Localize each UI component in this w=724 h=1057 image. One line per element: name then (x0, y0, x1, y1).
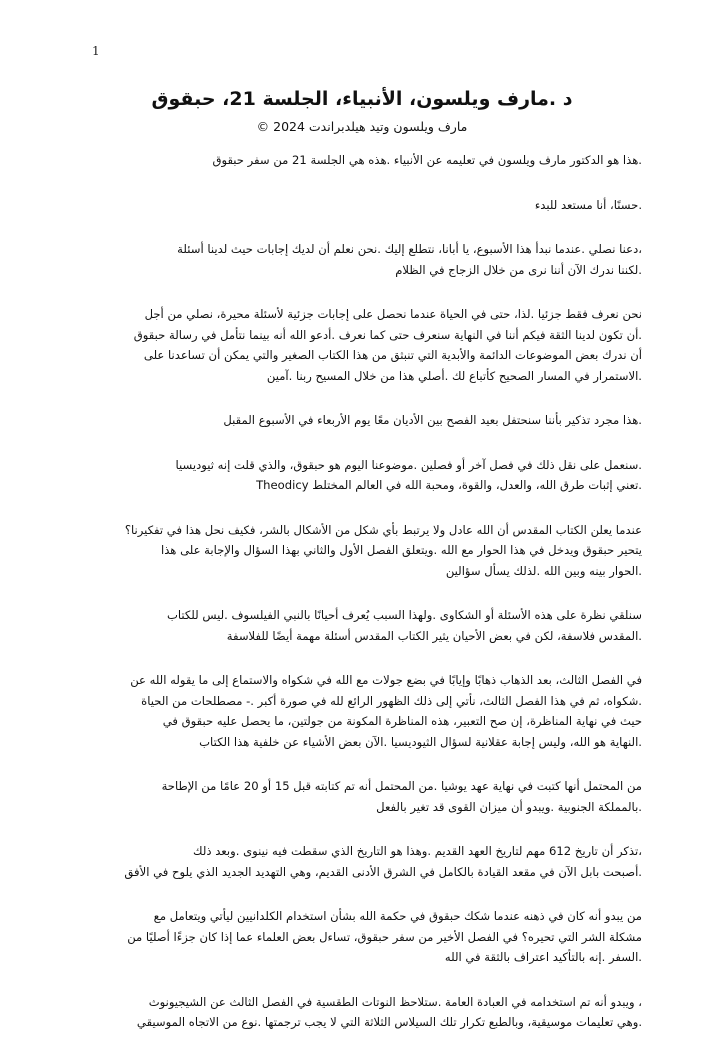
paragraph-ready (92, 195, 642, 216)
text-line: .السفر .إنه بالتأكيد اعتراف بالثقة في الله (444, 950, 642, 964)
page-number: 1 (92, 44, 100, 58)
text-line: .بالمملكة الجنوبية .ويبدو أن ميزان القوى قد تغير بالفعل (376, 799, 642, 814)
text-line: من يبدو أنه كان في ذهنه عندما شكك حبقوق في حكمة الله بشأن استخدام الكلدانيين ليأتي ويتعامل مع (153, 909, 642, 923)
text-line: .وهي تعليمات موسيقية، وبالطبع تكرار تلك السيلاس الثلاثة التي لا يجب ترجمتها .نوع من الاتجاه الموسيقي (136, 1015, 642, 1029)
text-line: مشكلة الشر التي تحيره؟ في الفصل الأخير من سفر حبقوق، تساءل بعض العلماء عما إذا كان جزءًا أصليًا من (127, 929, 642, 944)
text-line: .سنعمل على نقل ذلك في فصل آخر أو فصلين .موضوعنا اليوم هو حبقوق، والذي قلت إنه ثيوديسيا (175, 457, 642, 472)
text-line: .أن تكون لدينا الثقة فيكم أننا في النهاية سنعرف حتى كما نعرف .أدعو الله أنه بينما نتأمل في رسالة حبقوق (133, 327, 642, 342)
paragraph-philosopher (92, 605, 642, 646)
text-line: .هذا هو الدكتور مارف ويلسون في تعليمه عن الأنبياء .هذه هي الجلسة 21 من سفر حبقوق (212, 153, 642, 167)
paragraph-chapter-three (92, 670, 642, 752)
text-line: ،تذكر أن تاريخ 612 مهم لتاريخ العهد القديم .وهذا هو التاريخ الذي سقطت فيه نينوى .وبعد ذلك (193, 844, 642, 858)
text-line: عندما يعلن الكتاب المقدس أن الله عادل ولا يرتبط بأي شكل من الأشكال بالشر، فكيف نحل هذا في تفكيرنا؟ (124, 522, 642, 537)
text-line: أن ندرك بعض الموضوعات الدائمة والأبدية التي تنبثق من هذا الكتاب الصغير والتي يمكن أن تساعدنا على (143, 348, 642, 362)
text-line: .أصبحت بابل الآن في مقعد القيادة بالكامل في الشرق الأدنى القديم، وهي التهديد الجديد الذي يلوح في الأفق (124, 864, 642, 879)
text-line: سنلقي نظرة على هذه الأسئلة أو الشكاوى .ولهذا السبب يُعرف أحيانًا بالنبي الفيلسوف .ليس للكتاب (166, 608, 642, 622)
text-line: .المقدس فلاسفة، لكن في بعض الأحيان يثير الكتاب المقدس أسئلة مهمة أيضًا للفلاسفة (226, 628, 642, 643)
text-line: .النهاية هو الله، وليس إجابة عقلانية لسؤال الثيوديسيا .الآن بعض الأشياء عن خلفية هذا الكتاب (199, 734, 642, 749)
document-body (92, 150, 642, 1057)
paragraph-liturgical (92, 992, 642, 1033)
text-line: .حسنًا، أنا مستعد للبدء (534, 197, 642, 212)
paragraph-theodicy (92, 455, 642, 496)
paragraph-intro (92, 150, 642, 171)
paragraph-prayer-opening (92, 239, 642, 280)
paragraph-nineveh (92, 841, 642, 882)
paragraph-prayer (92, 304, 642, 386)
paragraph-dating (92, 776, 642, 817)
text-line: .لكننا ندرك الآن أننا نرى من خلال الزجاج في الظلام (395, 262, 642, 277)
document-title: د .مارف ويلسون، الأنبياء، الجلسة 21، حبقوق (151, 88, 573, 110)
text-line: .شكواه، ثم في هذا الفصل الثالث، نأتي إلى ذلك الظهور الرائع لله في صورة أكبر .- مصطلحات من الحياة (141, 693, 642, 708)
text-line: من المحتمل أنها كتبت في نهاية عهد يوشيا .من المحتمل أنه تم كتابته قبل 15 أو 20 عامًا من الإطاحة (161, 779, 642, 793)
text-line: ،دعنا نصلي .عندما نبدأ هذا الأسبوع، يا أبانا، نتطلع إليك .نحن نعلم أن لديك إجابات حيث لدينا أسئلة (177, 242, 642, 256)
document-subtitle: مارف ويلسون وتيد هيلدبراندت 2024 © (256, 119, 468, 134)
text-line: .الاستمرار في المسار الصحيح كأتباع لك .أصلي هذا من خلال المسيح ربنا .آمين (266, 368, 642, 383)
paragraph-dialogue (92, 520, 642, 582)
text-line: .هذا مجرد تذكير بأننا سنحتفل بعيد الفصح بين الأديان معًا يوم الأربعاء في الأسبوع المقبل (223, 413, 642, 427)
text-line: .الحوار بينه وبين الله .لذلك يسأل سؤالين (445, 563, 642, 578)
text-line: في الفصل الثالث، بعد الذهاب ذهابًا وإيابًا في بضع جولات مع الله في شكواه والاستماع إلى ما يقوله الله عن (130, 673, 642, 687)
paragraph-chaldeans (92, 906, 642, 968)
paragraph-passover-reminder (92, 410, 642, 431)
text-line: .تعني إثبات طرق الله، والعدل، والقوة، ومحبة الله في العالم المختلط Theodicy (256, 478, 642, 492)
text-line: نحن نعرف فقط جزئيا .لذا، حتى في الحياة عندما نحصل على إجابات جزئية لأسئلة محيرة، نصلي من أجل (144, 307, 642, 321)
text-line: ، ويبدو أنه تم استخدامه في العبادة العامة .ستلاحظ النوتات الطقسية في الفصل الثالث عن الشيجيونوث (148, 994, 642, 1009)
text-line: حيث في نهاية المناظرة، إن صح التعبير، هذه المناظرة المكونة من جولتين، ما يحصل عليه حبقوق في (162, 714, 642, 728)
text-line: يتحير حبقوق ويدخل في هذا الحوار مع الله .ويتعلق الفصل الأول والثاني بهذا السؤال والإجابة على هذا (160, 543, 642, 557)
